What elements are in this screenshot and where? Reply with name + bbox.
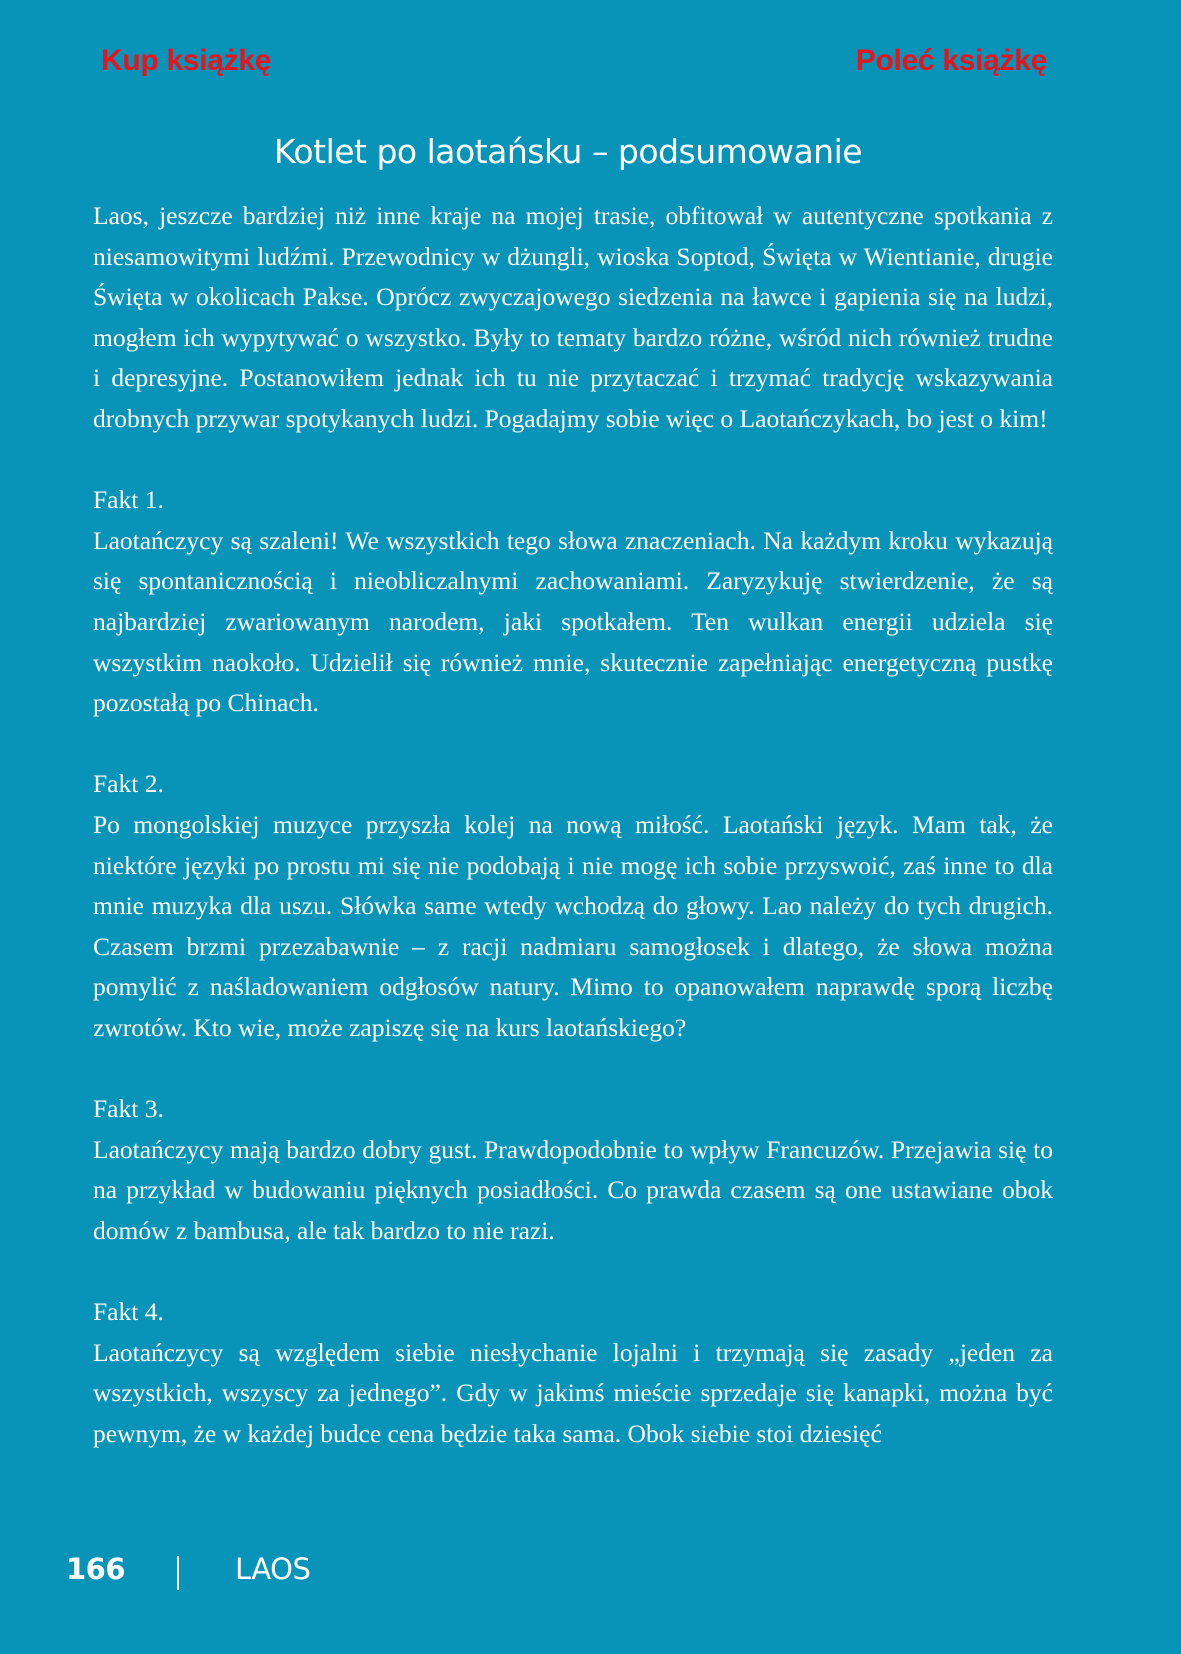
fact-paragraph: Po mongolskiej muzyce przyszła kolej na nową miłość. Laotański język. Mam tak, że niektóre języki po prostu mi się nie podobają i nie mogę ich sobie przyswoić, zaś inne to dla mnie muzyka dla uszu. Słówka same wtedy wchodzą do głowy. Lao należy do tych drugich. Czasem brzmi przezabawnie – z racji nadmiaru samogłosek i dlatego, że słowa można pomylić z naśladowaniem odgłosów natury. Mimo to opanowałem naprawdę sporą liczbę zwrotów. Kto wie, może zapiszę się na kurs laotańskiego?	[93, 809, 1053, 1042]
page-number: 166	[66, 1552, 126, 1586]
fact-heading: Fakt 2.	[93, 769, 164, 799]
article-body	[93, 196, 1053, 1454]
fact-paragraph: Laotańczycy są względem siebie niesłychanie lojalni i trzymają się zasady „jeden za wszystkich, wszyscy za jednego”. Gdy w jakimś mieście sprzedaje się kanapki, można być pewnym, że w każdej budce cena będzie taka sama. Obok siebie stoi dziesięć	[93, 1337, 1053, 1448]
page-footer	[0, 1552, 1181, 1592]
fact-paragraph: Laotańczycy mają bardzo dobry gust. Prawdopodobnie to wpływ Francuzów. Przejawia się to na przykład w budowaniu pięknych posiadłości. Co prawda czasem są one ustawiane obok domów z bambusa, ale tak bardzo to nie razi.	[93, 1134, 1053, 1245]
footer-divider	[177, 1556, 179, 1590]
section-name: LAOS	[235, 1552, 311, 1586]
fact-paragraph: Laotańczycy są szaleni! We wszystkich tego słowa znaczeniach. Na każdym kroku wykazują się spontanicznością i nieobliczalnymi zachowaniami. Zaryzykuję stwierdzenie, że są najbardziej zwariowanym narodem, jaki spotkałem. Ten wulkan energii udziela się wszystkim naokoło. Udzielił się również mnie, skutecznie zapełniając energetyczną pustkę pozostałą po Chinach.	[93, 525, 1053, 718]
fact-heading: Fakt 4.	[93, 1297, 164, 1327]
chapter-title: Kotlet po laotańsku – podsumowanie	[273, 132, 863, 171]
fact-heading: Fakt 1.	[93, 485, 164, 515]
buy-book-link[interactable]: Kup książkę	[101, 44, 272, 77]
fact-heading: Fakt 3.	[93, 1094, 164, 1124]
recommend-book-link[interactable]: Poleć książkę	[855, 44, 1047, 77]
intro-paragraph: Laos, jeszcze bardziej niż inne kraje na mojej trasie, obfitował w autentyczne spotkania z niesamowitymi ludźmi. Przewodnicy w dżungli, wioska Soptod, Święta w Wientianie, drugie Święta w okolicach Pakse. Oprócz zwyczajowego siedzenia na ławce i gapienia się na ludzi, mogłem ich wypytywać o wszystko. Były to tematy bardzo różne, wśród nich również trudne i depresyjne. Postanowiłem jednak ich tu nie przytaczać i trzymać tradycję wskazywania drobnych przywar spotykanych ludzi. Pogadajmy sobie więc o Laotańczykach, bo jest o kim!	[93, 201, 1053, 433]
